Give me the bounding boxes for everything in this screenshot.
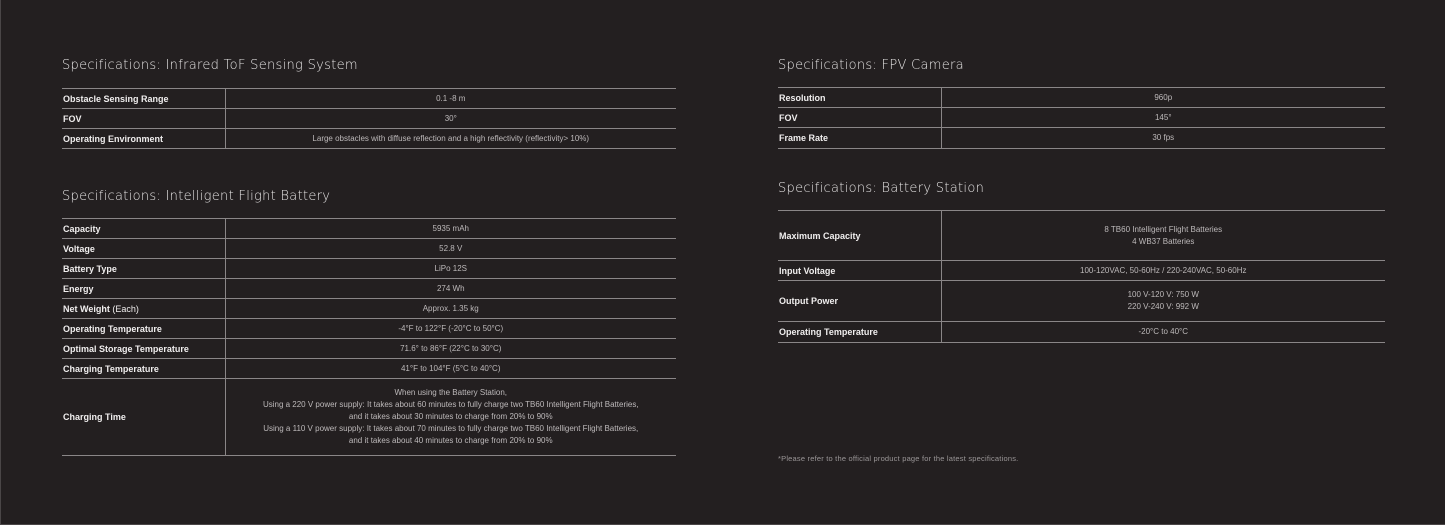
row-label: Input Voltage bbox=[778, 261, 941, 281]
value-line: and it takes about 40 minutes to charge from 20% to 90% bbox=[348, 436, 553, 445]
row-value: 960p bbox=[941, 88, 1385, 108]
section-title: Specifications: Infrared ToF Sensing System bbox=[62, 58, 358, 73]
table-row bbox=[62, 239, 676, 259]
table-row bbox=[62, 259, 676, 279]
row-label: Operating Temperature bbox=[62, 319, 225, 339]
section-title: Specifications: FPV Camera bbox=[778, 58, 964, 73]
value-line: Using a 110 V power supply: It takes about 70 minutes to fully charge two TB60 Intelligent Flight Batteries, bbox=[263, 424, 639, 433]
row-label: Optimal Storage Temperature bbox=[62, 339, 225, 359]
table-row bbox=[62, 299, 676, 319]
value-line: When using the Battery Station, bbox=[394, 388, 507, 397]
row-value: 30 fps bbox=[941, 128, 1385, 149]
table-row bbox=[62, 379, 676, 456]
section-title: Specifications: Battery Station bbox=[778, 181, 985, 196]
table-row bbox=[778, 211, 1385, 261]
row-value: 41°F to 104°F (5°C to 40°C) bbox=[225, 359, 676, 379]
row-label-main: Net Weight bbox=[63, 303, 110, 314]
table-row bbox=[62, 89, 676, 109]
row-value: 100-120VAC, 50-60Hz / 220-240VAC, 50-60Hz bbox=[941, 261, 1385, 281]
table-row bbox=[62, 109, 676, 129]
row-label: FOV bbox=[62, 109, 225, 129]
row-label: Charging Time bbox=[62, 379, 225, 456]
row-label: Voltage bbox=[62, 239, 225, 259]
battery-spec-section bbox=[62, 187, 676, 456]
row-value: Large obstacles with diffuse reflection and a high reflectivity (reflectivity> 10%) bbox=[225, 129, 676, 149]
row-label: Maximum Capacity bbox=[778, 211, 941, 261]
row-value: 145° bbox=[941, 108, 1385, 128]
row-value bbox=[225, 379, 676, 456]
row-label: FOV bbox=[778, 108, 941, 128]
row-label: Resolution bbox=[778, 88, 941, 108]
section-title: Specifications: Intelligent Flight Battery bbox=[62, 189, 331, 204]
table-row bbox=[778, 128, 1385, 149]
row-label-suffix: (Each) bbox=[112, 303, 139, 314]
table-row bbox=[778, 322, 1385, 343]
station-spec-table bbox=[778, 210, 1385, 343]
tof-spec-section bbox=[62, 56, 676, 149]
value-line: 4 WB37 Batteries bbox=[1132, 236, 1195, 246]
row-value: -4°F to 122°F (-20°C to 50°C) bbox=[225, 319, 676, 339]
table-row bbox=[778, 108, 1385, 128]
row-label bbox=[62, 299, 225, 319]
battery-spec-table bbox=[62, 218, 676, 456]
row-label: Frame Rate bbox=[778, 128, 941, 149]
row-value: 30° bbox=[225, 109, 676, 129]
row-value: 52.8 V bbox=[225, 239, 676, 259]
row-value: 71.6° to 86°F (22°C to 30°C) bbox=[225, 339, 676, 359]
value-line: 8 TB60 Intelligent Flight Batteries bbox=[1104, 224, 1223, 234]
table-row bbox=[778, 261, 1385, 281]
value-line: 100 V-120 V: 750 W bbox=[1127, 290, 1199, 299]
tof-spec-table bbox=[62, 88, 676, 149]
row-value: -20°C to 40°C bbox=[941, 322, 1385, 343]
value-line: and it takes about 30 minutes to charge from 20% to 90% bbox=[348, 412, 553, 421]
row-label: Output Power bbox=[778, 281, 941, 322]
fpv-spec-section bbox=[778, 56, 1385, 149]
row-value: LiPo 12S bbox=[225, 259, 676, 279]
row-label: Obstacle Sensing Range bbox=[62, 89, 225, 109]
table-row bbox=[778, 281, 1385, 322]
row-label: Battery Type bbox=[62, 259, 225, 279]
row-value bbox=[941, 281, 1385, 322]
row-label: Energy bbox=[62, 279, 225, 299]
table-row bbox=[62, 359, 676, 379]
row-label: Charging Temperature bbox=[62, 359, 225, 379]
row-label: Operating Environment bbox=[62, 129, 225, 149]
table-row bbox=[62, 129, 676, 149]
row-value: 0.1 -8 m bbox=[225, 89, 676, 109]
row-value: Approx. 1.35 kg bbox=[225, 299, 676, 319]
table-row bbox=[778, 88, 1385, 108]
table-row bbox=[62, 219, 676, 239]
fpv-spec-table bbox=[778, 87, 1385, 149]
table-row bbox=[62, 279, 676, 299]
table-row bbox=[62, 339, 676, 359]
row-value: 5935 mAh bbox=[225, 219, 676, 239]
row-label: Capacity bbox=[62, 219, 225, 239]
station-spec-section bbox=[778, 179, 1385, 343]
row-label: Operating Temperature bbox=[778, 322, 941, 343]
table-row bbox=[62, 319, 676, 339]
value-line: 220 V-240 V: 992 W bbox=[1127, 302, 1199, 311]
row-value: 274 Wh bbox=[225, 279, 676, 299]
row-value bbox=[941, 211, 1385, 261]
value-line: Using a 220 V power supply: It takes about 60 minutes to fully charge two TB60 Intelligent Flight Batteries, bbox=[262, 400, 639, 409]
footnote: *Please refer to the official product page for the latest specifications. bbox=[778, 454, 1019, 463]
